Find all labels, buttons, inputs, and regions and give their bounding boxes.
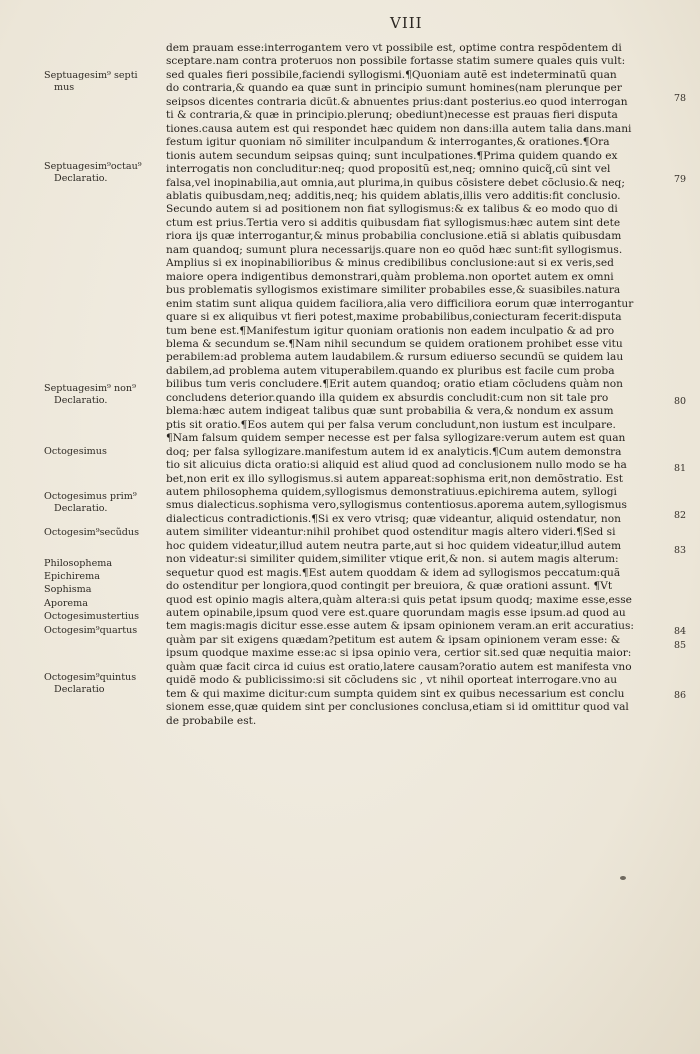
text-line: sionem esse,quæ quidem sint per conclusiones conclusa,etiam si id omittitur quod val [166, 701, 629, 714]
section-number: 82 [674, 510, 687, 521]
section-number: 80 [674, 396, 687, 407]
text-line: autem philosophema quidem,syllogismus demonstratiuus.epichirema autem, syllogi [166, 485, 617, 498]
section-number: 78 [674, 93, 687, 104]
margin-note: Aporema [44, 598, 88, 609]
section-number: 83 [674, 545, 687, 556]
margin-note: Octogesim⁹quartus [44, 625, 138, 636]
text-line: do contraria,& quando ea quæ sunt in principio sumunt homines(nam plerunque per [166, 82, 622, 95]
text-line: blema & secundum se.¶Nam nihil secundum se quidem orationem prohibet esse vitu [166, 337, 623, 350]
section-number: 85 [674, 640, 687, 651]
section-number: 84 [674, 626, 687, 637]
text-line: sed quales fieri possibile,faciendi syllogismi.¶Quoniam autẽ est indeterminatũ quan [166, 68, 617, 81]
text-line: perabilem:ad problema autem laudabilem.& rursum ediuerso secundũ se quidem lau [166, 351, 624, 364]
text-line: bet,non erit ex illo syllogismus.si autem appareat:sophisma erit,non demõstratio. Est [166, 472, 623, 485]
text-line: dabilem,ad problema autem vituperabilem.quando ex pluribus est facile cum proba [166, 364, 615, 377]
text-line: falsa,vel inopinabilia,aut omnia,aut plurima,in quibus cõsistere debet cõclusio.& neq; [166, 176, 625, 189]
text-line: blema:hæc autem indigeat talibus quæ sunt probabilia & vera,& nondum ex assum [166, 405, 614, 418]
section-number: 79 [674, 174, 687, 185]
text-line: festum igitur quoniam nõ similiter inculpandum & interrogantes,& orationes.¶Ora [166, 136, 610, 149]
text-line: sceptare.nam contra proteruos non possibile fortasse statim sumere quales quis vult: [166, 55, 626, 68]
text-line: seipsos dicentes contraria dicũt.& abnuentes prius:dant posterius.eo quod interrogan [166, 95, 628, 108]
text-line: ¶Nam falsum quidem semper necesse est per falsa syllogizare:verum autem est quan [166, 432, 626, 445]
text-line: ctum est prius.Tertia vero si additis quibusdam fiat syllogismus:hæc autem sint dete [166, 216, 621, 229]
text-line: quare si ex aliquibus vt fieri potest,maxime probabilibus,coniecturam fecerit:disputa [166, 311, 622, 324]
text-line: maiore opera indigentibus demonstrari,quàm problema.non oportet autem ex omni [166, 270, 614, 283]
text-line: hoc quidem videatur,illud autem neutra parte,aut si hoc quidem videatur,illud autem [166, 539, 622, 552]
text-line: Amplius si ex inopinabilioribus & minus credibilibus conclusione:aut si ex veris,sed [166, 257, 614, 270]
text-line: concludens deterior.quando illa quidem ex absurdis concludit:cum non sit tale pro [166, 391, 609, 404]
text-line: de probabile est. [166, 714, 257, 727]
folio-number: VIII [390, 14, 423, 32]
margin-note: Octogesimustertius [44, 611, 140, 622]
margin-note: Octogesim⁹secũdus [44, 527, 140, 538]
margin-note: Septuagesim⁹octau⁹ Declaratio. [44, 161, 142, 184]
text-line: tio sit alicuius dicta oratio:si aliquid est aliud quod ad conclusionem nullo modo se ha [166, 459, 627, 472]
text-line: tionis autem secundum seipsas quinq; sunt inculpationes.¶Prima quidem quando ex [166, 149, 618, 162]
text-line: riora ijs quæ interrogantur,& minus probabilia conclusione.etiã si ablatis quibusdam [166, 230, 622, 243]
text-line: ptis sit oratio.¶Eos autem qui per falsa verum concludunt,non iustum est inculpare. [166, 418, 616, 431]
text-line: Secundo autem si ad positionem non fiat syllogismus:& ex talibus & eo modo quo di [166, 203, 618, 216]
text-line: quod est opinio magis altera,quàm altera:si quis petat ipsum quodq; maxime esse,esse [166, 593, 632, 606]
text-line: dem prauam esse:interrogantem vero vt possibile est, optime contra respõdentem di [166, 42, 622, 54]
text-line: tiones.causa autem est qui respondet hæc quidem non dans:illa autem talia dans.mani [166, 122, 632, 135]
text-line: nam quandoq; sumunt plura necessarijs.quare non eo quõd hæc sunt:fit syllogismus. [166, 243, 623, 256]
ink-spot [620, 876, 626, 880]
margin-note: Octogesim⁹quintus Declaratio [44, 672, 137, 695]
text-line: enim statim sunt aliqua quidem faciliora,alia vero difficiliora eorum quæ interrogantur [166, 297, 634, 310]
margin-note: Octogesimus [44, 446, 107, 457]
text-line: quidẽ modo & publicissimo:si sit cõcludens sic , vt nihil oporteat interrogare.vno au [166, 674, 618, 687]
text-line: bus problematis syllogismos existimare similiter probabiles esse,& suasibiles.natura [166, 284, 621, 297]
text-line: interrogatis non concluditur:neq; quod propositũ est,neq; omnino quicq̃,cũ sint vel [166, 163, 611, 176]
margin-note: Octogesimus prim⁹ Declaratio. [44, 491, 137, 514]
text-line: quàm quæ facit circa id cuius est oratio,latere causam?oratio autem est manifesta vno [166, 660, 632, 673]
margin-note: Septuagesim⁹ septi mus [44, 70, 138, 93]
text-line: bilibus tum veris concludere.¶Erit autem quandoq; oratio etiam cõcludens quàm non [166, 378, 623, 391]
text-line: ti & contraria,& quæ in principio.plerunq; obediunt)necesse est prauas fieri disputa [166, 109, 618, 122]
text-line: tum bene est.¶Manifestum igitur quoniam orationis non eadem inculpatio & ad pro [166, 324, 615, 337]
text-line: doq; per falsa syllogizare.manifestum autem id ex analyticis.¶Cum autem demonstra [166, 445, 622, 458]
text-line: non videatur:si similiter quidem,similiter vtique erit,& non. si autem magis alterum: [166, 553, 619, 566]
text-line: ipsum quodque maxime esse:ac si ipsa opinio vera, certior sit.sed quæ nequitia maior: [166, 647, 632, 660]
margin-note: Philosophema [44, 558, 113, 569]
text-line: tem magis:magis dicitur esse.esse autem & ipsam opinionem veram.an erit accuratius: [166, 620, 634, 633]
text-line: ablatis quibusdam,neq; additis,neq; his quidem ablatis,illis vero additis:fit conclusio. [166, 189, 621, 202]
section-number: 86 [674, 690, 687, 701]
margin-note: Septuagesim⁹ non⁹ Declaratio. [44, 383, 136, 406]
text-line: dialecticus contradictionis.¶Si ex vero vtrisq; quæ videantur, aliquid ostendatur, non [166, 512, 621, 525]
text-line: smus dialecticus.sophisma vero,syllogismus contentiosus.aporema autem,syllogismus [166, 499, 627, 512]
text-line: tem & qui maxime dicitur:cum sumpta quidem sint ex quibus necessarium est conclu [166, 687, 625, 700]
text-line: autem opinabile,ipsum quod vere est.quare quorundam magis esse ipsum.ad quod au [166, 607, 626, 620]
text-line: autem similiter videantur:nihil prohibet quod ostenditur magis altero videri.¶Sed si [166, 526, 616, 539]
main-text-block [166, 42, 656, 728]
text-line: sequetur quod est magis.¶Est autem quoddam & idem ad syllogismos peccatum:quã [166, 566, 621, 579]
section-number: 81 [674, 463, 687, 474]
text-line: quàm par sit exigens quædam?petitum est autem & ipsam opinionem veram esse: & [166, 633, 621, 646]
margin-note: Epichirema [44, 571, 100, 582]
margin-note: Sophisma [44, 584, 92, 595]
text-line: do ostenditur per longiora,quod contingit per breuiora, & quæ orationi assunt. ¶Vt [166, 580, 613, 593]
